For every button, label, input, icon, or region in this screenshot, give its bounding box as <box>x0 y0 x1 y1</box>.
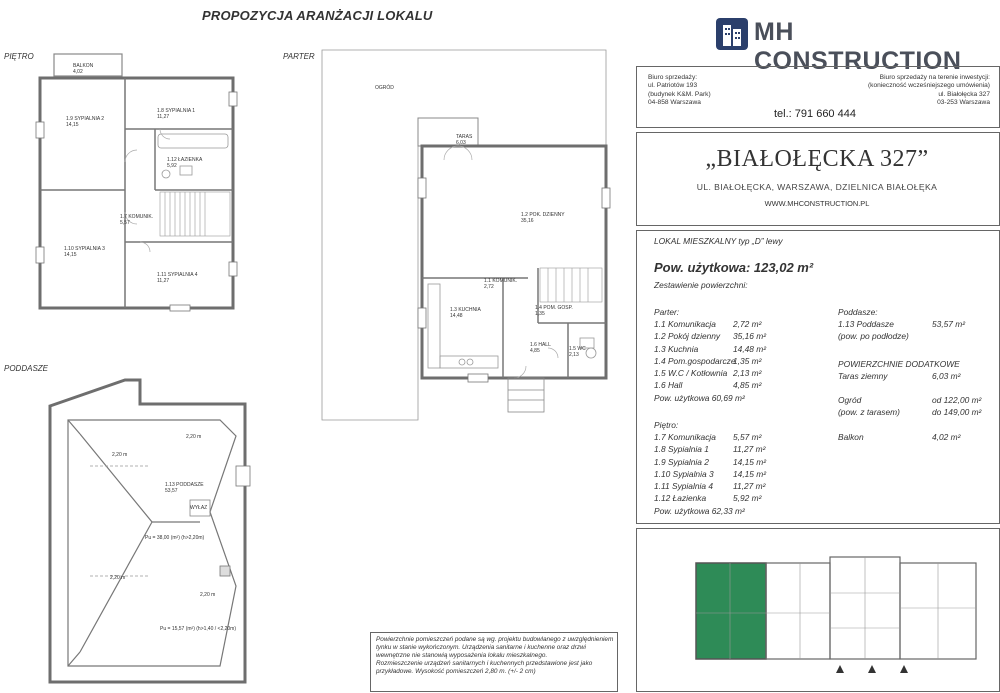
office-line: ul. Patriotów 193 <box>648 82 698 90</box>
taras-item: Taras ziemny <box>838 371 888 381</box>
room-name: TARAS <box>456 134 473 140</box>
pietro-total: Pow. użytkowa 62,33 m² <box>654 506 745 516</box>
taras-area: 6,03 m² <box>932 371 961 381</box>
poddasze-note: (pow. po podłodze) <box>838 331 909 341</box>
balkon-area: 4,02 m² <box>932 432 961 442</box>
room-area: 5,57 <box>120 220 130 226</box>
room-name: KOMUNIK. <box>128 214 154 220</box>
room-name: POK. DZIENNY <box>529 212 565 218</box>
highlighted-unit <box>696 563 766 659</box>
room-area: 5,92 <box>167 163 177 169</box>
unit-total-area: Pow. użytkowa: 123,02 m² <box>654 260 814 275</box>
list-item-area: 5,57 m² <box>733 432 762 442</box>
list-item-area: 5,92 m² <box>733 493 762 503</box>
room-area: 53,57 <box>165 488 178 494</box>
room-name: POM. GOSP. <box>543 305 573 311</box>
footnote-text <box>376 636 616 676</box>
garden-label: OGRÓD <box>375 85 394 91</box>
list-item: 1.8 Sypialnia 1 <box>654 444 709 454</box>
room-area: 4,85 <box>530 348 540 354</box>
page-title: PROPOZYCJA ARANŻACJI LOKALU <box>202 8 433 23</box>
project-name: „BIAŁOŁĘCKA 327” <box>705 146 929 172</box>
height-label-3: 2,20 m <box>110 575 126 581</box>
parter-heading: Parter: <box>654 307 680 317</box>
room-1-10-label <box>64 246 105 258</box>
room-number: 1.9 <box>66 116 73 122</box>
room-name: BALKON <box>73 63 94 69</box>
list-item-area: 14,15 m² <box>733 457 767 467</box>
room-1-7-label <box>120 214 153 226</box>
pietro-heading: Piętro: <box>654 420 679 430</box>
room-area: 11,27 <box>157 114 170 120</box>
room-number: 1.12 <box>167 157 177 163</box>
project-website-link[interactable]: WWW.MHCONSTRUCTION.PL <box>764 199 870 208</box>
room-area: 2,72 <box>484 284 494 290</box>
height-label-1: 2,20 m <box>186 434 202 440</box>
office-line: 03-253 Warszawa <box>937 99 990 107</box>
room-1-2-label <box>521 212 565 224</box>
room-number: 1.6 <box>530 342 537 348</box>
list-item: 1.5 W.C / Kotłownia <box>654 368 728 378</box>
room-1-13-label <box>165 482 204 494</box>
section-label-poddasze: PODDASZE <box>4 364 49 373</box>
room-name: SYPIALNIA 3 <box>75 246 105 252</box>
building-logo-icon <box>714 16 750 52</box>
room-number: 1.7 <box>120 214 127 220</box>
room-name: SYPIALNIA 2 <box>74 116 105 122</box>
list-item-area: 2,13 m² <box>733 368 762 378</box>
list-item-area: 14,48 m² <box>733 344 767 354</box>
ogrod-area: od 122,00 m² <box>932 395 982 405</box>
room-number: 1.11 <box>157 272 167 278</box>
list-item: 1.9 Sypialnia 2 <box>654 457 709 467</box>
room-number: 1.1 <box>484 278 491 284</box>
summary-label: Zestawienie powierzchni: <box>654 280 748 290</box>
parter-floor-plan <box>318 48 618 424</box>
office-line: (budynek K&M. Park) <box>648 90 711 98</box>
list-item-area: 1,35 m² <box>733 356 762 366</box>
list-item-area: 14,15 m² <box>733 469 767 479</box>
ogrod-area-max: do 149,00 m² <box>932 407 982 417</box>
office-line: (konieczność wcześniejszego umówienia) <box>867 82 990 90</box>
company-logo-text: MH CONSTRUCTION <box>754 18 962 75</box>
list-item: 1.12 Łazienka <box>654 493 707 503</box>
room-1-8-label <box>157 108 195 120</box>
pu-label-2: Pu = 15,57 (m²) (h>1,40 / <2,20m) <box>160 626 237 632</box>
room-number: 1.2 <box>521 212 528 218</box>
list-item: 1.6 Hall <box>654 380 683 390</box>
project-address: UL. BIAŁOŁĘCKA, WARSZAWA, DZIELNICA BIAŁOŁĘKA <box>696 182 938 192</box>
ogrod-note: (pow. z tarasem) <box>838 407 900 417</box>
phone-number: tel.: 791 660 444 <box>774 108 856 120</box>
list-item-area: 11,27 m² <box>733 481 766 491</box>
office-line: Biuro sprzedaży na terenie inwestycji: <box>879 74 990 81</box>
office-line: ul. Białołęcka 327 <box>938 90 990 98</box>
taras-label <box>456 134 472 146</box>
footnote-line: tynku w stanie wykończonym. Urządzenia sanitarne i kuchenne oraz drzwi <box>376 644 586 651</box>
room-number: 1.3 <box>450 307 457 313</box>
footnote-line: wewnętrzne nie stanowią wyposażenia lokalu mieszkalnego. <box>376 652 548 659</box>
room-1-12-label <box>167 157 202 169</box>
pietro-floor-plan <box>30 52 250 314</box>
footnote-line: Powierzchnie pomieszczeń podane są wg. projektu budowlanego z uwzględnieniem <box>376 636 614 643</box>
room-area: 14,15 <box>64 252 77 258</box>
office-left-address <box>648 74 711 108</box>
list-item: 1.10 Sypialnia 3 <box>654 469 714 479</box>
poddasze-floor-plan <box>40 376 260 688</box>
list-item-area: 2,72 m² <box>733 319 762 329</box>
site-plan <box>690 553 990 681</box>
room-area: 2,13 <box>569 352 579 358</box>
office-line: 04-858 Warszawa <box>648 99 701 107</box>
room-area: 35,16 <box>521 218 534 224</box>
room-number: 1.4 <box>535 305 542 311</box>
room-number: 1.13 <box>165 482 175 488</box>
room-area: 11,27 <box>157 278 170 284</box>
room-name: SYPIALNIA 4 <box>167 272 198 278</box>
room-1-3-label <box>450 307 481 319</box>
room-area: 1,35 <box>535 311 545 317</box>
room-name: WC <box>577 346 586 352</box>
poddasze-item: 1.13 Poddasze <box>838 319 894 329</box>
room-1-5-label <box>569 346 586 358</box>
room-area: 4,02 <box>73 69 83 75</box>
section-label-pietro: PIĘTRO <box>4 52 34 61</box>
room-1-11-label <box>157 272 198 284</box>
room-area: 14,48 <box>450 313 463 319</box>
list-item: 1.4 Pom.gospodarcze <box>654 356 736 366</box>
poddasze-area: 53,57 m² <box>932 319 966 329</box>
room-name: KOMUNIK. <box>492 278 518 284</box>
room-1-4-label <box>535 305 573 317</box>
list-item-area: 11,27 m² <box>733 444 766 454</box>
unit-type: LOKAL MIESZKALNY typ „D” lewy <box>654 236 783 246</box>
wylaz-label: WYŁAZ <box>190 505 208 511</box>
list-item: 1.2 Pokój dzienny <box>654 331 721 341</box>
room-balkon-label <box>73 63 93 75</box>
parter-total: Pow. użytkowa 60,69 m² <box>654 393 745 403</box>
list-item: 1.7 Komunikacja <box>654 432 716 442</box>
room-1-9-label <box>66 116 104 128</box>
list-item-area: 4,85 m² <box>733 380 762 390</box>
footnote-line: Rozmieszczenie urządzeń sanitarnych i kuchennych przedstawione jest jako <box>376 660 593 667</box>
room-name: HALL <box>538 342 551 348</box>
footnote-line: przykładowe. Wysokość pomieszczeń 2,80 m. (+/- 2 cm) <box>376 668 536 675</box>
list-item: 1.1 Komunikacja <box>654 319 716 329</box>
height-label-4: 2,20 m <box>200 592 216 598</box>
poddasze-heading: Poddasze: <box>838 307 878 317</box>
office-line: Biuro sprzedaży: <box>648 74 698 81</box>
ogrod-item: Ogród <box>838 395 862 405</box>
list-item: 1.11 Sypialnia 4 <box>654 481 713 491</box>
room-number: 1.10 <box>64 246 74 252</box>
room-number: 1.5 <box>569 346 576 352</box>
room-1-6-label <box>530 342 551 354</box>
room-name: KUCHNIA <box>458 307 481 313</box>
room-name: ŁAZIENKA <box>178 157 203 163</box>
height-label-2: 2,20 m <box>112 452 128 458</box>
office-right-address <box>820 74 990 108</box>
room-name: PODDASZE <box>176 482 204 488</box>
balkon-item: Balkon <box>838 432 864 442</box>
room-1-1-label <box>484 278 517 290</box>
pu-label-1: Pu = 38,00 (m²) (h>2,20m) <box>145 535 205 541</box>
list-item: 1.3 Kuchnia <box>654 344 699 354</box>
extra-areas-heading: POWIERZCHNIE DODATKOWE <box>838 359 960 369</box>
room-area: 6,03 <box>456 140 466 146</box>
section-label-parter: PARTER <box>283 52 315 61</box>
room-number: 1.8 <box>157 108 164 114</box>
list-item-area: 35,16 m² <box>733 331 767 341</box>
room-name: SYPIALNIA 1 <box>165 108 196 114</box>
room-area: 14,15 <box>66 122 79 128</box>
